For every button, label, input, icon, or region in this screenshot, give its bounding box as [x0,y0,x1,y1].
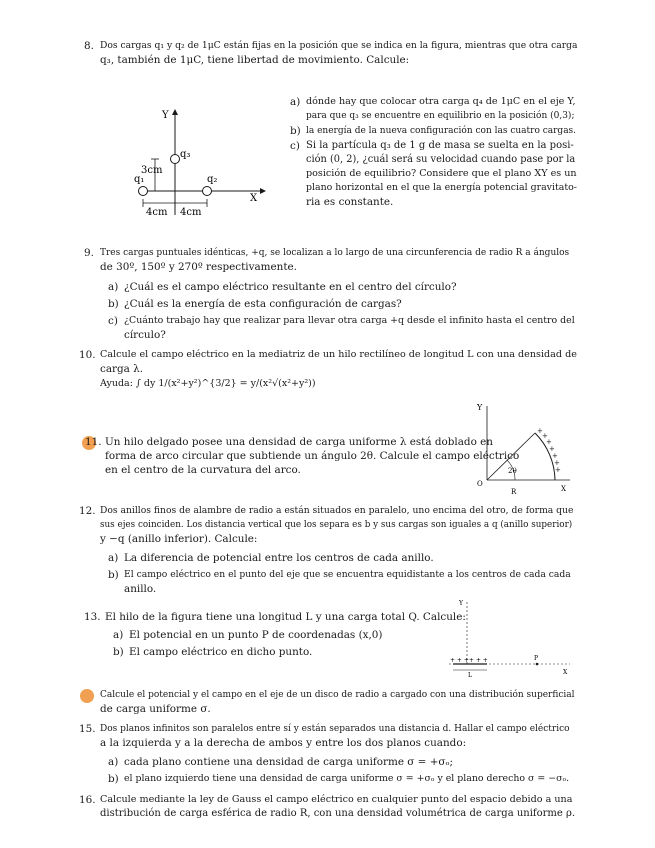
q8-figure [110,105,275,220]
q13-fig-l-label: L [468,672,472,679]
q15-a-text: cada plano contiene una densidad de carga uniforme σ = +σₒ; [124,756,453,768]
q9-text-line2: de 30º, 150º y 270º respectivamente. [100,261,297,273]
q8-c-label: c) [290,140,300,152]
q8-text-line1: Dos cargas q₁ y q₂ de 1μC están fijas en la posición que se indica en la figura, mientras que otra carga [100,40,578,51]
q9-text-line1: Tres cargas puntuales idénticas, +q, se localizan a lo largo de una circunferencia de radio R a ángulos [100,248,570,258]
q8-fig-dim-3cm: 3cm [141,165,163,176]
q8-x-arrow [260,188,266,194]
q8-fig-dim-4cm-right: 4cm [180,207,202,218]
svg-text:+: + [554,459,560,467]
q8-c-line3: posición de equilibrio? Considere que el plano XY es un [306,168,577,179]
q15-number: 15. [79,723,96,735]
q8-c-line1: Si la partícula q₃ de 1 g de masa se suelta en la posi- [306,140,574,151]
svg-text:+: + [555,466,561,474]
q8-charge-q2 [203,187,212,196]
q16-text-line1: Calcule mediante la ley de Gauss el campo eléctrico en cualquier punto del espacio debido a una [100,794,573,805]
q8-y-arrow [172,109,178,115]
q16-text-line2: distribución de carga esférica de radio R, con una densidad volumétrica de carga uniforme ρ. [100,808,576,819]
q15-text-line1: Dos planos infinitos son paralelos entre sí y están separados una distancia d. Hallar el campo eléctrico [100,724,570,734]
q13-number: 13. [84,611,101,623]
q13-a-text: El potencial en un punto P de coordenadas (x,0) [129,629,383,641]
q8-text-line2: q₃, también de 1μC, tiene libertad de movimiento. Calcule: [100,54,410,66]
q8-charge-q3 [171,155,180,164]
q10-hint: Ayuda: ∫ dy 1/(x²+y²)^{3/2} = y/(x²√(x²+y²)) [100,378,316,389]
q9-a-text: ¿Cuál es el campo eléctrico resultante en el centro del círculo? [124,281,457,293]
q8-fig-q1-label: q₁ [134,174,145,185]
svg-text:+: + [552,452,558,460]
q8-b-label: b) [290,125,301,137]
q11-arc-charges [537,427,561,474]
q8-a-line1: dónde hay que colocar otra carga q₄ de 1μC en el eje Y, [306,96,576,107]
q13-fig-x-label: X [563,669,568,676]
q11-text-line2: forma de arco circular que subtiende un ángulo 2θ. Calcule el campo eléctrico [105,450,520,462]
q9-c-line1: ¿Cuánto trabajo hay que realizar para llevar otra carga +q desde el infinito hasta el centro del [124,315,575,326]
q13-text-line1: El hilo de la figura tiene una longitud L y una carga total Q. Calcule: [105,611,466,623]
svg-text:+: + [546,438,552,446]
svg-text:+: + [549,445,555,453]
q13-b-text: El campo eléctrico en dicho punto. [129,646,313,658]
q13-fig-p-label: P [534,655,539,662]
q12-text-line1: Dos anillos finos de alambre de radio a están situados en paralelo, uno encima del otro, de forma que [100,505,574,516]
q16-number: 16. [79,794,96,806]
q14-text-line1: Calcule el potencial y el campo en el eje de un disco de radio a cargado con una distribución superficial [100,690,575,700]
q9-a-label: a) [108,281,119,293]
q11-text-line3: en el centro de la curvatura del arco. [105,464,301,476]
q8-c-line4: plano horizontal en el que la energía potencial gravitato- [306,182,577,193]
q10-number: 10. [79,349,96,361]
q8-c-line2: ción (0, 2), ¿cuál será su velocidad cuando pase por la [306,154,576,165]
q12-number: 12. [79,505,96,517]
q10-text-line1: Calcule el campo eléctrico en la mediatriz de un hilo rectilíneo de longitud L con una densidad de [100,349,577,360]
q12-b-line1: El campo eléctrico en el punto del eje que se encuentra equidistante a los centros de cada cada [124,569,571,580]
q12-text-line3: y −q (anillo inferior). Calcule: [100,533,258,545]
q12-a-text: La diferencia de potencial entre los centros de cada anillo. [124,552,434,564]
q8-c-line5: ria es constante. [306,196,394,208]
q15-b-text: el plano izquierdo tiene una densidad de carga uniforme σ = +σₒ y el plano derecho σ = −σₒ. [124,773,570,784]
q9-b-text: ¿Cuál es la energía de esta configuración de cargas? [124,298,402,310]
q9-c-line2: círculo? [124,329,166,341]
q14-highlight-marker [80,689,94,703]
q12-text-line2: sus ejes coinciden. Los distancia vertical que los separa es b y sus cargas son iguales a q (anillo superior) [100,520,573,530]
q13-a-label: a) [113,629,124,641]
svg-text:+: + [542,432,548,440]
q11-fig-x-label: X [561,485,566,493]
q9-c-label: c) [108,315,118,327]
q9-number: 9. [84,247,94,259]
q8-number: 8. [84,40,94,52]
q11-fig-o-label: O [477,480,483,488]
q13-b-label: b) [113,646,124,658]
q8-fig-x-label: X [250,193,258,204]
q15-text-line2: a la izquierda y a la derecha de ambos y entre los dos planos cuando: [100,737,467,749]
q8-fig-y-label: Y [162,110,169,121]
q8-charge-q1 [139,187,148,196]
q11-text-line1: Un hilo delgado posee una densidad de carga uniforme λ está doblado en [105,436,493,448]
q12-b-line2: anillo. [124,583,157,595]
q15-a-label: a) [108,756,119,768]
q11-figure [475,398,585,498]
q8-fig-dim-4cm-left: 4cm [146,207,168,218]
q8-b-line1: la energía de la nueva configuración con las cuatro cargas. [306,126,577,136]
q14-text-line2: de carga uniforme σ. [100,703,211,715]
q13-fig-y-label: Y [459,600,463,607]
q8-a-label: a) [290,96,301,108]
q9-b-label: b) [108,298,119,310]
q8-fig-q3-label: q₃ [180,149,191,160]
q13-fig-charges: + + ++ + + [450,657,488,664]
q8-a-line2: para que q₃ se encuentre en equilibrio en la posición (0,3); [306,111,575,121]
q11-fig-r-label: R [511,488,517,496]
q11-number: 11. [85,436,102,448]
q8-fig-q2-label: q₂ [207,174,218,185]
q11-fig-angle-label: 2θ [508,467,517,475]
q12-a-label: a) [108,552,119,564]
q11-fig-y-label: Y [477,403,483,412]
svg-text:+: + [537,427,543,435]
q15-b-label: b) [108,773,119,785]
q10-text-line2: carga λ. [100,363,144,375]
q13-point-p [536,663,539,666]
q12-b-label: b) [108,569,119,581]
q13-figure [445,596,575,680]
